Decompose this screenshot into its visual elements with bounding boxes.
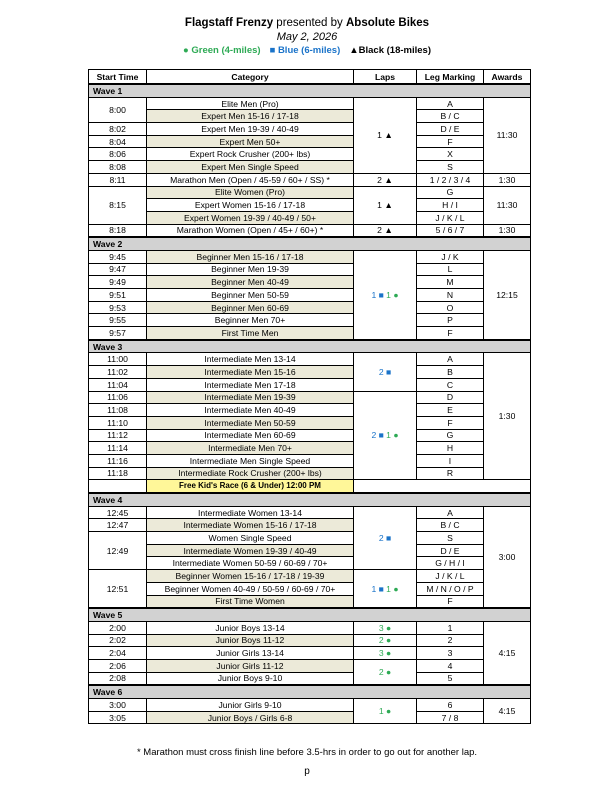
leg-marking-cell: D / E [417,544,484,557]
category-cell: Expert Women 19-39 / 40-49 / 50+ [147,211,354,224]
start-time-cell: 9:51 [89,289,147,302]
start-time-cell: 9:47 [89,263,147,276]
start-time-cell: 8:11 [89,173,147,186]
leg-marking-cell: S [417,532,484,545]
blank-cell [354,480,531,493]
laps-cell: 3 ● [354,621,417,634]
category-cell: Intermediate Men 19-39 [147,391,354,404]
award-time-cell: 12:15 [484,250,531,339]
table-row [89,289,531,302]
table-row [89,276,531,289]
leg-marking-cell: O [417,301,484,314]
leg-marking-cell: 6 [417,699,484,712]
table-row [89,263,531,276]
table-row [89,301,531,314]
leg-marking-cell: 5 / 6 / 7 [417,224,484,237]
category-cell: Expert Men 50+ [147,135,354,148]
page-marker: p [304,766,310,777]
table-row [89,378,531,391]
wave-label: Wave 6 [89,685,531,698]
leg-marking-cell: M [417,276,484,289]
special-event-label: Free Kid's Race (6 & Under) 12:00 PM [147,480,354,493]
leg-marking-cell: X [417,148,484,161]
table-row [89,353,531,366]
table-row [89,582,531,595]
start-time-cell: 8:06 [89,148,147,161]
start-time-cell: 11:02 [89,366,147,379]
sponsor-name: Absolute Bikes [346,17,430,29]
award-time-cell: 4:15 [484,699,531,724]
leg-marking-cell: 5 [417,672,484,685]
table-row [89,110,531,123]
footnote: * Marathon must cross finish line before 3.5-hrs in order to go out for another lap. [136,747,478,758]
start-time-cell: 8:15 [89,186,147,224]
category-cell: Intermediate Men Single Speed [147,454,354,467]
category-cell: Intermediate Men 70+ [147,442,354,455]
start-time-cell: 9:55 [89,314,147,327]
event-title [0,17,614,29]
event-name: Flagstaff Frenzy [184,17,274,29]
table-row [89,647,531,660]
start-time-cell: 12:45 [89,506,147,519]
award-time-cell: 1:30 [484,173,531,186]
leg-marking-cell: P [417,314,484,327]
table-row [89,186,531,199]
leg-marking-cell: 4 [417,659,484,672]
start-time-cell: 8:04 [89,135,147,148]
laps-cell [354,250,417,339]
category-cell: Beginner Men 40-49 [147,276,354,289]
laps-blue-part: 2 ■ [371,430,384,441]
leg-marking-cell: B / C [417,519,484,532]
col-header-leg-marking: Leg Marking [417,70,484,85]
award-time-cell: 11:30 [484,186,531,224]
start-time-cell: 2:04 [89,647,147,660]
blank-cell [89,480,147,493]
start-time-cell: 9:45 [89,250,147,263]
wave-label: Wave 4 [89,493,531,506]
start-time-cell: 2:08 [89,672,147,685]
table-row [89,135,531,148]
category-cell: Intermediate Men 13-14 [147,353,354,366]
table-row [89,366,531,379]
table-row [89,480,531,493]
category-cell: Intermediate Women 50-59 / 60-69 / 70+ [147,557,354,570]
col-header-category: Category [147,70,354,85]
presented-by-text: presented by [273,17,346,29]
laps-blue-part: 1 ■ [371,583,384,594]
wave-header-row [89,340,531,353]
leg-marking-cell: A [417,353,484,366]
category-cell: Women Single Speed [147,532,354,545]
wave-label: Wave 5 [89,608,531,621]
legend-blue: ■ Blue (6-miles) [269,45,341,56]
leg-marking-cell: H / I [417,199,484,212]
category-cell: Expert Rock Crusher (200+ lbs) [147,148,354,161]
laps-cell: 2 ● [354,634,417,647]
category-cell: Expert Women 15-16 / 17-18 [147,199,354,212]
laps-cell: 1 ▲ [354,97,417,173]
category-cell: Beginner Women 40-49 / 50-59 / 60-69 / 70+ [147,582,354,595]
leg-marking-cell: B / C [417,110,484,123]
start-time-cell: 9:53 [89,301,147,314]
table-row [89,672,531,685]
leg-marking-cell: F [417,595,484,608]
laps-cell: 2 ● [354,659,417,685]
leg-marking-cell: F [417,135,484,148]
category-cell: Beginner Women 15-16 / 17-18 / 19-39 [147,570,354,583]
start-time-cell: 2:06 [89,659,147,672]
schedule-body [89,84,531,724]
table-row [89,621,531,634]
schedule-table [88,69,531,724]
header-row [89,70,531,85]
leg-marking-cell: D / E [417,123,484,136]
table-row [89,454,531,467]
category-cell: Expert Men 19-39 / 40-49 [147,123,354,136]
laps-green-part: 1 ● [383,430,399,441]
col-header-start-time: Start Time [89,70,147,85]
laps-cell: 3 ● [354,647,417,660]
wave-header-row [89,493,531,506]
start-time-cell: 11:04 [89,378,147,391]
table-row [89,595,531,608]
wave-header-row [89,608,531,621]
wave-header-row [89,685,531,698]
leg-marking-cell: F [417,416,484,429]
laps-cell: 2 ■ [354,353,417,391]
start-time-cell: 3:05 [89,711,147,724]
table-row [89,123,531,136]
laps-cell [354,570,417,609]
table-row [89,250,531,263]
leg-marking-cell: F [417,327,484,340]
start-time-cell: 9:49 [89,276,147,289]
laps-green-part: 1 ● [383,583,399,594]
category-cell: Intermediate Men 50-59 [147,416,354,429]
table-row [89,173,531,186]
start-time-cell: 12:49 [89,532,147,570]
category-cell: Marathon Women (Open / 45+ / 60+) * [147,224,354,237]
table-row [89,148,531,161]
leg-marking-cell: 2 [417,634,484,647]
category-cell: Marathon Men (Open / 45-59 / 60+ / SS) * [147,173,354,186]
leg-marking-cell: J / K [417,250,484,263]
category-cell: Intermediate Men 60-69 [147,429,354,442]
leg-marking-cell: N [417,289,484,302]
start-time-cell: 11:00 [89,353,147,366]
category-cell: Junior Boys 9-10 [147,672,354,685]
category-cell: Beginner Men 19-39 [147,263,354,276]
category-cell: Intermediate Men 15-16 [147,366,354,379]
table-row [89,519,531,532]
leg-marking-cell: A [417,506,484,519]
category-cell: Expert Men Single Speed [147,161,354,174]
table-row [89,557,531,570]
award-time-cell: 1:30 [484,353,531,480]
legend-green: ● Green (4-miles) [183,45,261,56]
table-row [89,544,531,557]
wave-header-row [89,84,531,97]
leg-marking-cell: G [417,186,484,199]
laps-cell: 1 ● [354,699,417,724]
table-row [89,429,531,442]
start-time-cell: 8:08 [89,161,147,174]
table-row [89,211,531,224]
col-header-laps: Laps [354,70,417,85]
leg-marking-cell: G [417,429,484,442]
leg-marking-cell: M / N / O / P [417,582,484,595]
table-row [89,570,531,583]
course-legend [0,45,614,56]
start-time-cell: 11:14 [89,442,147,455]
wave-label: Wave 3 [89,340,531,353]
event-date: May 2, 2026 [276,31,338,43]
leg-marking-cell: J / K / L [417,211,484,224]
leg-marking-cell: E [417,404,484,417]
leg-marking-cell: D [417,391,484,404]
start-time-cell: 9:57 [89,327,147,340]
category-cell: Beginner Men 70+ [147,314,354,327]
category-cell: Expert Men 15-16 / 17-18 [147,110,354,123]
leg-marking-cell: B [417,366,484,379]
table-row [89,506,531,519]
category-cell: First Time Men [147,327,354,340]
category-cell: Junior Boys / Girls 6-8 [147,711,354,724]
leg-marking-cell: 1 [417,621,484,634]
category-cell: Junior Girls 9-10 [147,699,354,712]
start-time-cell: 8:02 [89,123,147,136]
start-time-cell: 8:18 [89,224,147,237]
table-row [89,161,531,174]
start-time-cell: 11:08 [89,404,147,417]
category-cell: Intermediate Men 17-18 [147,378,354,391]
wave-header-row [89,237,531,250]
table-row [89,391,531,404]
leg-marking-cell: A [417,97,484,110]
legend-black: ▲Black (18-miles) [349,45,431,56]
laps-cell: 2 ▲ [354,173,417,186]
leg-marking-cell: I [417,454,484,467]
award-time-cell: 3:00 [484,506,531,608]
category-cell: Junior Girls 13-14 [147,647,354,660]
leg-marking-cell: G / H / I [417,557,484,570]
category-cell: Intermediate Women 13-14 [147,506,354,519]
start-time-cell: 12:47 [89,519,147,532]
category-cell: Elite Women (Pro) [147,186,354,199]
table-row [89,97,531,110]
table-row [89,199,531,212]
category-cell: Intermediate Rock Crusher (200+ lbs) [147,467,354,480]
table-row [89,634,531,647]
category-cell: First Time Women [147,595,354,608]
table-row [89,467,531,480]
start-time-cell: 11:10 [89,416,147,429]
category-cell: Intermediate Women 19-39 / 40-49 [147,544,354,557]
category-cell: Intermediate Women 15-16 / 17-18 [147,519,354,532]
table-row [89,224,531,237]
category-cell: Intermediate Men 40-49 [147,404,354,417]
laps-green-part: 1 ● [383,289,399,300]
start-time-cell: 2:00 [89,621,147,634]
leg-marking-cell: 1 / 2 / 3 / 4 [417,173,484,186]
wave-label: Wave 2 [89,237,531,250]
table-row [89,404,531,417]
leg-marking-cell: H [417,442,484,455]
table-row [89,659,531,672]
start-time-cell: 8:00 [89,97,147,122]
leg-marking-cell: J / K / L [417,570,484,583]
category-cell: Elite Men (Pro) [147,97,354,110]
award-time-cell: 4:15 [484,621,531,685]
category-cell: Beginner Men 15-16 / 17-18 [147,250,354,263]
laps-cell: 2 ▲ [354,224,417,237]
leg-marking-cell: L [417,263,484,276]
col-header-awards: Awards [484,70,531,85]
start-time-cell: 11:16 [89,454,147,467]
category-cell: Junior Girls 11-12 [147,659,354,672]
table-row [89,532,531,545]
table-row [89,711,531,724]
category-cell: Junior Boys 11-12 [147,634,354,647]
table-row [89,327,531,340]
laps-cell: 1 ▲ [354,186,417,224]
category-cell: Beginner Men 60-69 [147,301,354,314]
leg-marking-cell: 3 [417,647,484,660]
table-row [89,442,531,455]
table-row [89,314,531,327]
leg-marking-cell: S [417,161,484,174]
leg-marking-cell: 7 / 8 [417,711,484,724]
category-cell: Beginner Men 50-59 [147,289,354,302]
award-time-cell: 1:30 [484,224,531,237]
leg-marking-cell: R [417,467,484,480]
laps-cell [354,391,417,480]
award-time-cell: 11:30 [484,97,531,173]
start-time-cell: 3:00 [89,699,147,712]
start-time-cell: 12:51 [89,570,147,609]
start-time-cell: 11:18 [89,467,147,480]
category-cell: Junior Boys 13-14 [147,621,354,634]
leg-marking-cell: C [417,378,484,391]
start-time-cell: 2:02 [89,634,147,647]
table-row [89,699,531,712]
start-time-cell: 11:06 [89,391,147,404]
laps-blue-part: 1 ■ [371,289,384,300]
table-row [89,416,531,429]
start-time-cell: 11:12 [89,429,147,442]
wave-label: Wave 1 [89,84,531,97]
laps-cell: 2 ■ [354,506,417,569]
